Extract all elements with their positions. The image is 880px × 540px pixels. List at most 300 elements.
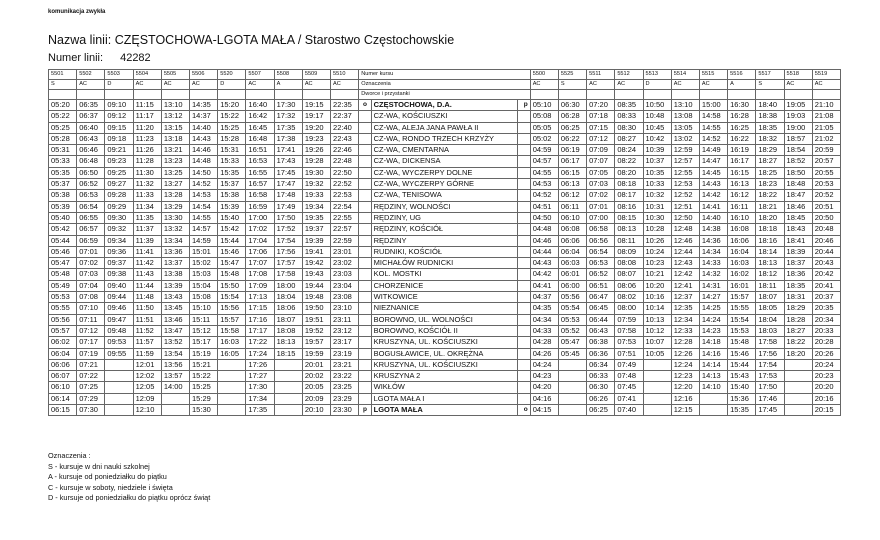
- departure-time: 19:17: [302, 111, 330, 122]
- departure-time: 14:59: [190, 235, 218, 246]
- departure-time: 09:21: [105, 145, 133, 156]
- stop-mark-left: [359, 235, 371, 246]
- departure-time: 17:54: [274, 235, 302, 246]
- course-mark: A: [728, 80, 756, 90]
- departure-time: 15:46: [218, 246, 246, 257]
- line-name-label: Nazwa linii:: [48, 33, 112, 47]
- departure-time: 05:42: [49, 224, 77, 235]
- departure-time: 14:00: [161, 382, 189, 393]
- stops-heading-row: [49, 90, 841, 100]
- departure-time: 07:10: [77, 303, 105, 314]
- departure-time: 14:31: [699, 280, 727, 291]
- departure-time: 19:28: [302, 156, 330, 167]
- departure-time: 18:16: [756, 235, 784, 246]
- departure-time: [105, 382, 133, 393]
- departure-time: 19:26: [302, 145, 330, 156]
- departure-time: [105, 359, 133, 370]
- departure-time: 11:23: [133, 133, 161, 144]
- departure-time: 14:43: [699, 179, 727, 190]
- departure-time: 13:18: [161, 133, 189, 144]
- course-mark: AC: [331, 80, 359, 90]
- departure-time: 13:34: [161, 235, 189, 246]
- departure-time: 04:37: [530, 292, 558, 303]
- departure-time: 19:03: [784, 111, 812, 122]
- departure-time: 05:02: [530, 133, 558, 144]
- stop-mark-left: [359, 179, 371, 190]
- course-mark: A: [274, 80, 302, 90]
- stop-mark-left: [359, 337, 371, 348]
- departure-time: 19:30: [302, 167, 330, 178]
- departure-time: 23:12: [331, 325, 359, 336]
- departure-time: 19:51: [302, 314, 330, 325]
- departure-time: [558, 382, 586, 393]
- empty-cell: [587, 90, 615, 100]
- departure-time: 20:15: [812, 405, 840, 416]
- departure-time: 13:25: [161, 167, 189, 178]
- departure-time: 05:33: [49, 156, 77, 167]
- departure-time: 07:11: [77, 314, 105, 325]
- departure-time: 20:48: [812, 224, 840, 235]
- line-number-label: Numer linii:: [48, 52, 104, 64]
- legend-item: C - kursuje w soboty, niedziele i święta: [48, 482, 173, 492]
- departure-time: 16:51: [246, 145, 274, 156]
- departure-time: 09:27: [105, 179, 133, 190]
- departure-time: 06:19: [558, 145, 586, 156]
- departure-time: 11:28: [133, 156, 161, 167]
- departure-time: 05:39: [49, 201, 77, 212]
- departure-time: 14:35: [190, 100, 218, 111]
- departure-time: 20:55: [812, 167, 840, 178]
- course-number: 5507: [246, 70, 274, 80]
- course-mark: AC: [190, 80, 218, 90]
- departure-time: 15:47: [218, 258, 246, 269]
- departure-time: 08:20: [615, 167, 643, 178]
- departure-time: 05:25: [49, 122, 77, 133]
- stop-mark-right: [518, 111, 530, 122]
- departure-time: 12:09: [133, 393, 161, 404]
- departure-time: 16:03: [218, 337, 246, 348]
- departure-time: 14:57: [190, 224, 218, 235]
- departure-time: 16:58: [246, 190, 274, 201]
- departure-time: 08:09: [615, 246, 643, 257]
- stop-name: NIEZNANICE: [371, 303, 518, 314]
- departure-time: 12:35: [671, 303, 699, 314]
- empty-cell: [615, 90, 643, 100]
- departure-time: 09:30: [105, 212, 133, 223]
- departure-time: 07:03: [587, 179, 615, 190]
- departure-time: 18:31: [784, 292, 812, 303]
- departure-time: 17:32: [274, 111, 302, 122]
- timetable-row: [49, 393, 841, 404]
- departure-time: 14:14: [699, 359, 727, 370]
- departure-time: 10:05: [643, 348, 671, 359]
- stop-mark-right: [518, 337, 530, 348]
- departure-time: 10:42: [643, 133, 671, 144]
- departure-time: 10:16: [643, 292, 671, 303]
- departure-time: [784, 382, 812, 393]
- departure-time: 12:34: [671, 314, 699, 325]
- departure-time: 16:59: [246, 201, 274, 212]
- departure-time: 12:55: [671, 167, 699, 178]
- empty-cell: [643, 90, 671, 100]
- departure-time: 14:41: [699, 201, 727, 212]
- departure-time: [274, 382, 302, 393]
- departure-time: 17:35: [274, 122, 302, 133]
- departure-time: [558, 359, 586, 370]
- stops-heading: Dworce i przystanki: [359, 90, 530, 100]
- stop-mark-right: [518, 179, 530, 190]
- course-mark: AC: [530, 80, 558, 90]
- departure-time: 17:38: [274, 133, 302, 144]
- stop-name: BOROWNO, UL. WOLNOŚCI: [371, 314, 518, 325]
- stop-mark-left: [359, 314, 371, 325]
- course-number: 5503: [105, 70, 133, 80]
- departure-time: 15:42: [218, 224, 246, 235]
- departure-time: [643, 393, 671, 404]
- departure-time: 05:38: [49, 190, 77, 201]
- departure-time: 11:39: [133, 235, 161, 246]
- departure-time: 15:21: [190, 359, 218, 370]
- timetable-row: [49, 280, 841, 291]
- stop-mark-right: [518, 235, 530, 246]
- course-number: 5506: [190, 70, 218, 80]
- departure-time: 11:17: [133, 111, 161, 122]
- departure-time: 09:32: [105, 224, 133, 235]
- departure-time: 06:45: [587, 303, 615, 314]
- course-mark: AC: [246, 80, 274, 90]
- departure-time: 20:09: [302, 393, 330, 404]
- departure-time: 04:42: [530, 269, 558, 280]
- departure-time: 21:05: [812, 122, 840, 133]
- departure-time: 15:44: [728, 359, 756, 370]
- departure-time: 20:35: [812, 303, 840, 314]
- departure-time: 06:03: [558, 258, 586, 269]
- departure-time: 16:28: [728, 111, 756, 122]
- departure-time: 07:17: [77, 337, 105, 348]
- course-mark: AC: [587, 80, 615, 90]
- departure-time: 18:12: [756, 269, 784, 280]
- course-number: 5508: [274, 70, 302, 80]
- departure-time: 11:48: [133, 292, 161, 303]
- stop-mark-right: [518, 133, 530, 144]
- departure-time: 18:14: [756, 246, 784, 257]
- course-number: 5504: [133, 70, 161, 80]
- departure-time: 15:48: [218, 269, 246, 280]
- course-mark: S: [49, 80, 77, 90]
- departure-time: 17:45: [274, 167, 302, 178]
- course-number: 5516: [728, 70, 756, 80]
- departure-time: 05:47: [49, 258, 77, 269]
- course-mark: S: [558, 80, 586, 90]
- departure-time: 17:58: [274, 269, 302, 280]
- legend-item: S - kursuje w dni nauki szkolnej: [48, 461, 150, 471]
- empty-cell: [812, 90, 840, 100]
- departure-time: 06:10: [49, 382, 77, 393]
- departure-time: 17:17: [246, 325, 274, 336]
- departure-time: 13:46: [161, 314, 189, 325]
- legend-item: D - kursuje od poniedziałku do piątku oprócz świąt: [48, 493, 211, 503]
- departure-time: 13:23: [161, 156, 189, 167]
- departure-time: 04:48: [530, 224, 558, 235]
- departure-time: 04:35: [530, 303, 558, 314]
- departure-time: 05:53: [49, 292, 77, 303]
- timetable: [48, 69, 841, 416]
- departure-time: 20:01: [302, 359, 330, 370]
- departure-time: 15:57: [218, 314, 246, 325]
- departure-time: 04:55: [530, 167, 558, 178]
- departure-time: 15:56: [218, 303, 246, 314]
- departure-time: 17:50: [274, 212, 302, 223]
- departure-time: 20:23: [812, 371, 840, 382]
- departure-time: 15:12: [190, 325, 218, 336]
- departure-time: 20:28: [812, 337, 840, 348]
- departure-time: 14:58: [699, 111, 727, 122]
- stop-mark-left: [359, 190, 371, 201]
- departure-time: 18:04: [756, 314, 784, 325]
- departure-time: 23:21: [331, 359, 359, 370]
- departure-time: 14:54: [190, 201, 218, 212]
- departure-time: 14:27: [699, 292, 727, 303]
- departure-time: 14:40: [190, 122, 218, 133]
- departure-time: 04:52: [530, 190, 558, 201]
- departure-time: 04:59: [530, 145, 558, 156]
- departure-time: 20:20: [812, 382, 840, 393]
- departure-time: 12:02: [133, 371, 161, 382]
- departure-time: 10:26: [643, 235, 671, 246]
- departure-time: 19:15: [302, 100, 330, 111]
- departure-time: 04:34: [530, 314, 558, 325]
- departure-time: 15:25: [218, 122, 246, 133]
- departure-time: 17:07: [246, 258, 274, 269]
- departure-time: 17:52: [274, 224, 302, 235]
- departure-time: 07:20: [587, 100, 615, 111]
- departure-time: 05:47: [558, 337, 586, 348]
- departure-time: 15:44: [218, 235, 246, 246]
- departure-time: 10:23: [643, 258, 671, 269]
- departure-time: 07:03: [77, 269, 105, 280]
- departure-time: 13:12: [161, 111, 189, 122]
- departure-time: 15:17: [190, 337, 218, 348]
- departure-time: 18:18: [756, 224, 784, 235]
- departure-time: 16:08: [728, 224, 756, 235]
- line-number-value: 42282: [120, 52, 151, 64]
- departure-time: 18:13: [274, 337, 302, 348]
- departure-time: 06:43: [77, 133, 105, 144]
- timetable-row: [49, 303, 841, 314]
- departure-time: 12:48: [671, 224, 699, 235]
- stop-mark-left: [359, 382, 371, 393]
- departure-time: 12:59: [671, 145, 699, 156]
- departure-time: 14:10: [699, 382, 727, 393]
- departure-time: 23:04: [331, 280, 359, 291]
- departure-time: [218, 393, 246, 404]
- course-number-heading: Numer kursu: [359, 70, 530, 80]
- departure-time: 10:45: [643, 122, 671, 133]
- departure-time: 04:57: [530, 156, 558, 167]
- empty-cell: [302, 90, 330, 100]
- stop-mark-right: [518, 201, 530, 212]
- departure-time: 06:17: [558, 156, 586, 167]
- departure-time: 14:53: [190, 190, 218, 201]
- stop-name: BOROWNO, KOŚCIÓŁ II: [371, 325, 518, 336]
- departure-time: 17:41: [274, 145, 302, 156]
- line-name: CZĘSTOCHOWA-LGOTA MAŁA / Starostwo Częstochowskie: [114, 33, 455, 47]
- departure-time: 20:43: [812, 258, 840, 269]
- stop-mark-right: [518, 145, 530, 156]
- departure-time: [558, 371, 586, 382]
- departure-time: 11:52: [133, 325, 161, 336]
- departure-time: 17:45: [756, 405, 784, 416]
- departure-time: 10:14: [643, 303, 671, 314]
- stop-name: LGOTA MAŁA I: [371, 393, 518, 404]
- departure-time: 15:35: [728, 405, 756, 416]
- departure-time: 17:15: [246, 303, 274, 314]
- stop-name: CZ-WA, CMENTARNA: [371, 145, 518, 156]
- departure-time: 15:04: [190, 280, 218, 291]
- departure-time: 18:54: [784, 145, 812, 156]
- departure-time: 06:01: [558, 269, 586, 280]
- departure-time: 20:51: [812, 201, 840, 212]
- stop-mark-left: [359, 246, 371, 257]
- departure-time: 14:46: [190, 145, 218, 156]
- departure-time: 17:49: [274, 201, 302, 212]
- timetable-row: [49, 382, 841, 393]
- departure-time: [105, 405, 133, 416]
- departure-time: 17:48: [274, 190, 302, 201]
- departure-time: 05:56: [49, 314, 77, 325]
- departure-time: 17:04: [246, 235, 274, 246]
- departure-time: [218, 359, 246, 370]
- departure-time: 21:02: [812, 133, 840, 144]
- departure-time: 16:15: [728, 167, 756, 178]
- stop-mark-right: [518, 280, 530, 291]
- departure-time: 16:04: [728, 246, 756, 257]
- departure-time: [274, 359, 302, 370]
- course-number-row: [49, 70, 841, 80]
- departure-time: 19:37: [302, 224, 330, 235]
- departure-time: 06:28: [558, 111, 586, 122]
- departure-time: 15:40: [728, 382, 756, 393]
- departure-time: 14:18: [699, 337, 727, 348]
- departure-time: 06:06: [49, 359, 77, 370]
- departure-time: 06:25: [587, 405, 615, 416]
- departure-time: 15:39: [218, 201, 246, 212]
- departure-time: 17:06: [246, 246, 274, 257]
- departure-time: 16:30: [728, 100, 756, 111]
- departure-time: 13:32: [161, 224, 189, 235]
- departure-time: 23:19: [331, 348, 359, 359]
- stop-mark-left: [359, 167, 371, 178]
- departure-time: 10:35: [643, 167, 671, 178]
- legend: [48, 451, 210, 504]
- departure-time: 23:22: [331, 371, 359, 382]
- timetable-row: [49, 212, 841, 223]
- departure-time: 16:13: [728, 179, 756, 190]
- timetable-row: [49, 201, 841, 212]
- departure-time: 13:30: [161, 212, 189, 223]
- departure-time: 14:13: [699, 371, 727, 382]
- departure-time: 18:28: [784, 314, 812, 325]
- stop-mark-right: o: [518, 405, 530, 416]
- departure-time: 18:22: [784, 337, 812, 348]
- timetable-row: [49, 235, 841, 246]
- departure-time: 17:27: [246, 371, 274, 382]
- stop-name: CZ-WA, WYCZERPY GÓRNE: [371, 179, 518, 190]
- departure-time: 14:23: [699, 325, 727, 336]
- course-mark: AC: [784, 80, 812, 90]
- departure-time: 12:33: [671, 325, 699, 336]
- departure-time: [784, 405, 812, 416]
- departure-time: 04:15: [530, 405, 558, 416]
- departure-time: 18:32: [756, 133, 784, 144]
- departure-time: 06:02: [49, 337, 77, 348]
- departure-time: 06:06: [558, 235, 586, 246]
- departure-time: 17:50: [756, 382, 784, 393]
- departure-time: 15:57: [728, 292, 756, 303]
- stop-name: KRUSZYNA, UL. KOŚCIUSZKI: [371, 359, 518, 370]
- stop-name: RĘDZINY, WOLNOŚCI: [371, 201, 518, 212]
- departure-time: 19:20: [302, 122, 330, 133]
- departure-time: 15:11: [190, 314, 218, 325]
- course-mark: AC: [812, 80, 840, 90]
- departure-time: 18:27: [756, 156, 784, 167]
- departure-time: 13:47: [161, 325, 189, 336]
- empty-cell: [49, 90, 77, 100]
- departure-time: 15:37: [218, 179, 246, 190]
- departure-time: 14:24: [699, 314, 727, 325]
- departure-time: 10:48: [643, 111, 671, 122]
- departure-time: 14:48: [190, 156, 218, 167]
- departure-time: 13:57: [161, 371, 189, 382]
- stop-name: RUDNIKI, KOŚCIÓŁ: [371, 246, 518, 257]
- departure-time: 08:16: [615, 201, 643, 212]
- departure-time: 15:50: [218, 280, 246, 291]
- departure-time: 12:51: [671, 201, 699, 212]
- departure-time: 15:35: [218, 167, 246, 178]
- departure-time: 07:12: [587, 133, 615, 144]
- departure-time: 11:59: [133, 348, 161, 359]
- departure-time: 19:05: [784, 100, 812, 111]
- timetable-row: [49, 371, 841, 382]
- departure-time: 07:07: [587, 156, 615, 167]
- departure-time: 14:40: [699, 212, 727, 223]
- departure-time: 12:20: [671, 382, 699, 393]
- departure-time: 15:29: [190, 393, 218, 404]
- departure-time: 18:43: [784, 224, 812, 235]
- departure-time: 07:02: [587, 190, 615, 201]
- departure-time: 15:10: [190, 303, 218, 314]
- departure-time: 12:44: [671, 246, 699, 257]
- departure-time: 18:52: [784, 156, 812, 167]
- departure-time: 08:02: [615, 292, 643, 303]
- departure-time: 16:42: [246, 111, 274, 122]
- departure-time: 18:07: [274, 314, 302, 325]
- departure-time: 15:38: [218, 190, 246, 201]
- departure-time: 06:50: [77, 167, 105, 178]
- departure-time: 09:53: [105, 337, 133, 348]
- departure-time: 16:12: [728, 190, 756, 201]
- departure-time: 23:25: [331, 382, 359, 393]
- departure-time: 14:32: [699, 269, 727, 280]
- stop-mark-left: [359, 201, 371, 212]
- timetable-row: [49, 190, 841, 201]
- departure-time: 20:26: [812, 348, 840, 359]
- departure-time: 14:37: [190, 111, 218, 122]
- departure-time: 06:10: [558, 212, 586, 223]
- departure-time: 17:47: [274, 179, 302, 190]
- empty-cell: [246, 90, 274, 100]
- departure-time: 08:15: [615, 212, 643, 223]
